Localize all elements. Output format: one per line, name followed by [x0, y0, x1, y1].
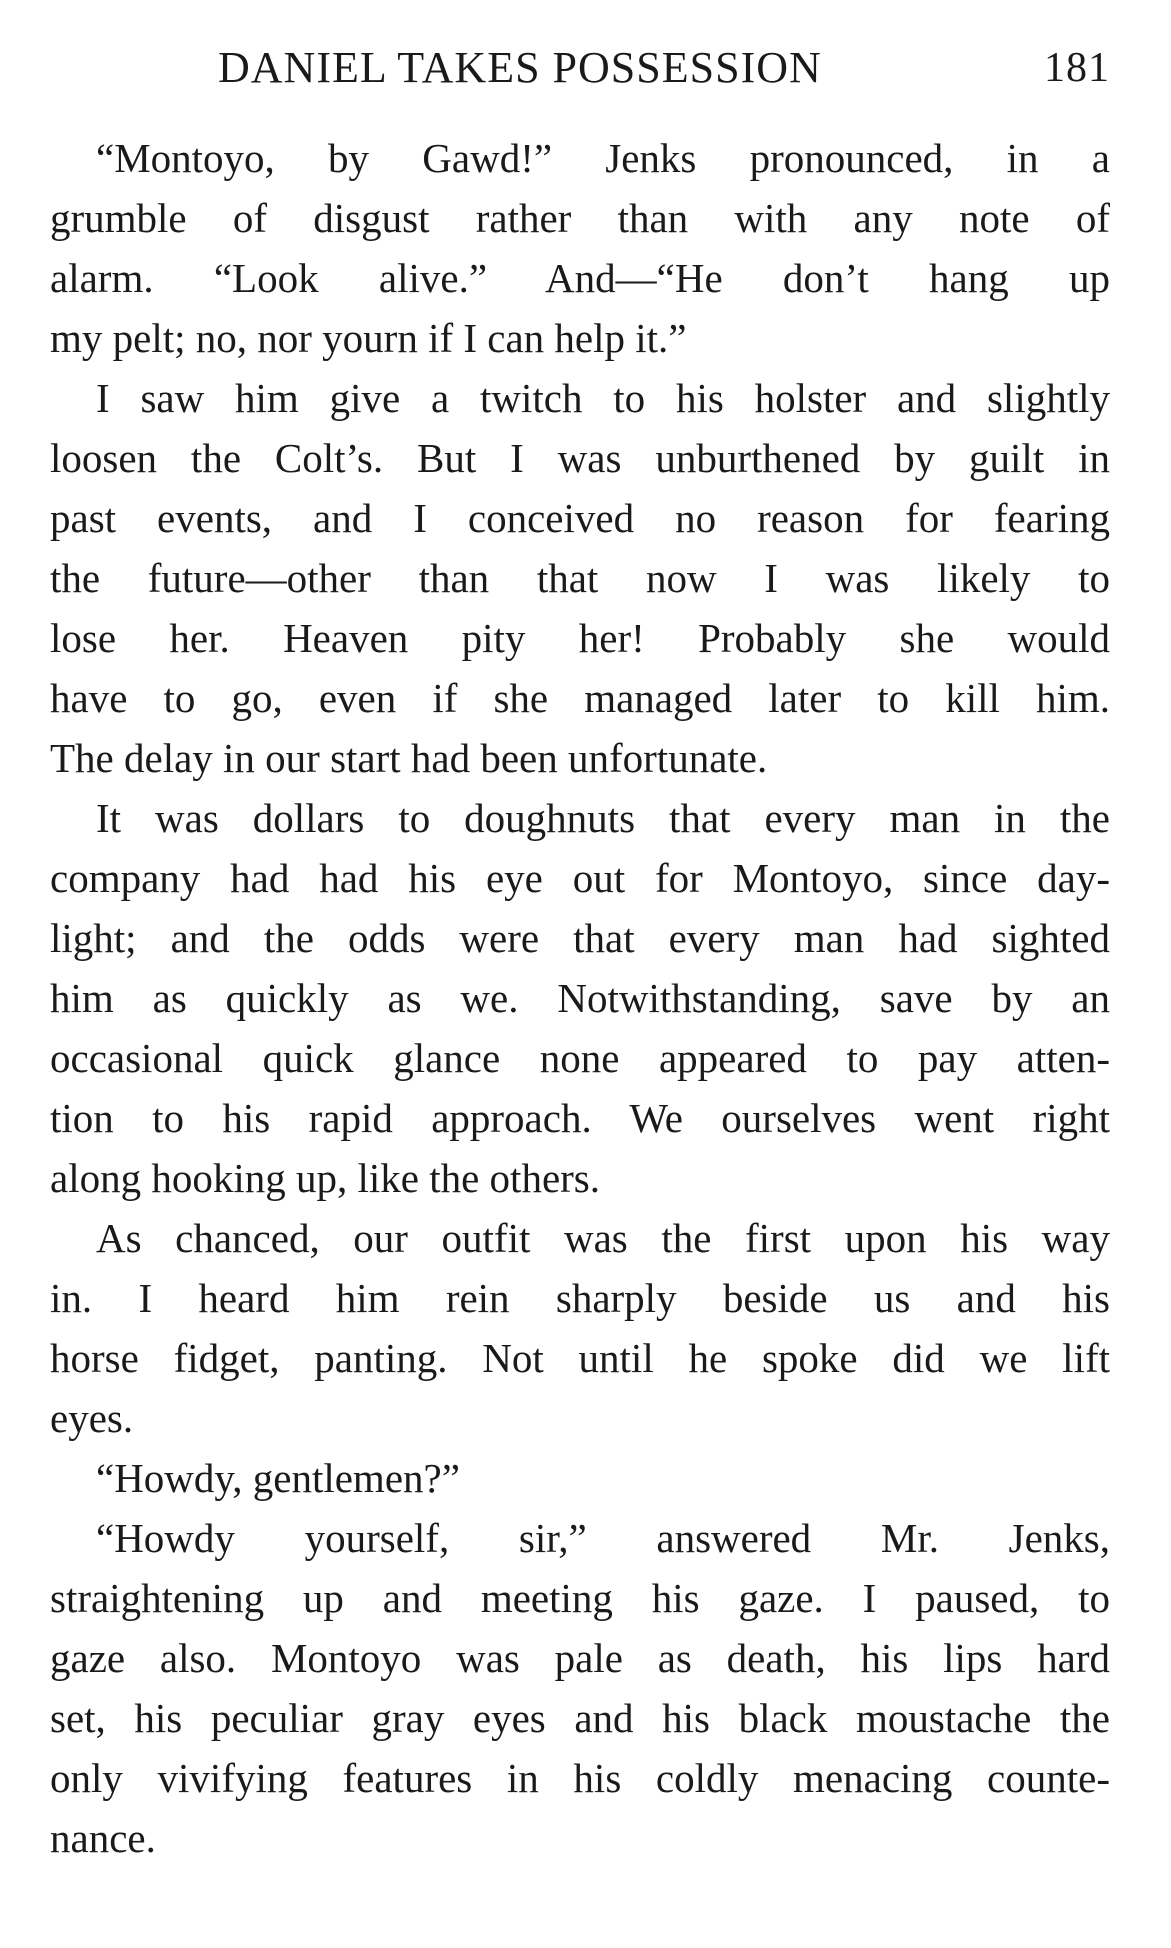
- text-line: straightening up and meeting his gaze. I paused, to: [50, 1575, 1110, 1621]
- text-line: lose her. Heaven pity her! Probably she would: [50, 615, 1110, 661]
- text-line: set, his peculiar gray eyes and his black moustache the: [50, 1695, 1110, 1741]
- page-number: 181: [1044, 45, 1110, 91]
- text-line: only vivifying features in his coldly menacing counte-: [50, 1755, 1110, 1801]
- text-line: As chanced, our outfit was the first upon his way: [96, 1215, 1110, 1261]
- text-line: have to go, even if she managed later to kill him.: [50, 675, 1110, 721]
- text-line: loosen the Colt’s. But I was unburthened by guilt in: [50, 435, 1110, 481]
- text-line: past events, and I conceived no reason for fearing: [50, 495, 1110, 541]
- text-line: alarm. “Look alive.” And—“He don’t hang up: [50, 255, 1110, 301]
- text-line: The delay in our start had been unfortunate.: [50, 735, 768, 781]
- text-line: horse fidget, panting. Not until he spoke did we lift: [50, 1335, 1110, 1381]
- text-line: tion to his rapid approach. We ourselves went right: [50, 1095, 1110, 1141]
- running-title: DANIEL TAKES POSSESSION: [218, 43, 822, 92]
- text-line: I saw him give a twitch to his holster and slightly: [96, 375, 1110, 421]
- text-line: company had had his eye out for Montoyo, since day-: [50, 855, 1110, 901]
- text-line: in. I heard him rein sharply beside us and his: [50, 1275, 1110, 1321]
- text-line: nance.: [50, 1815, 156, 1861]
- body-text: [50, 128, 1110, 1868]
- text-line: eyes.: [50, 1395, 134, 1441]
- text-line: along hooking up, like the others.: [50, 1155, 600, 1201]
- text-line: occasional quick glance none appeared to pay atten-: [50, 1035, 1110, 1081]
- text-line: him as quickly as we. Notwithstanding, save by an: [50, 975, 1110, 1021]
- text-line: the future—other than that now I was likely to: [50, 555, 1110, 601]
- text-line: It was dollars to doughnuts that every man in the: [96, 795, 1110, 841]
- running-head: [50, 38, 1110, 98]
- text-line: grumble of disgust rather than with any note of: [50, 195, 1110, 241]
- text-line: “Montoyo, by Gawd!” Jenks pronounced, in a: [96, 135, 1110, 181]
- text-line: “Howdy yourself, sir,” answered Mr. Jenks,: [96, 1515, 1110, 1561]
- text-line: “Howdy, gentlemen?”: [96, 1455, 460, 1501]
- text-line: light; and the odds were that every man had sighted: [50, 915, 1110, 961]
- text-line: my pelt; no, nor yourn if I can help it.”: [50, 315, 687, 361]
- text-line: gaze also. Montoyo was pale as death, his lips hard: [50, 1635, 1110, 1681]
